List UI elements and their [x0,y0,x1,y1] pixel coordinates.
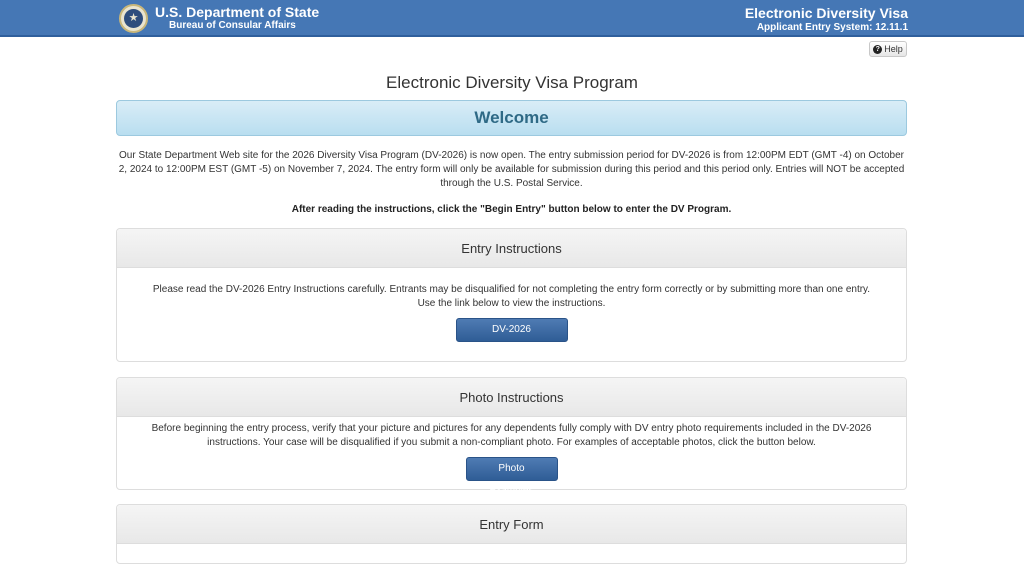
question-circle-icon: ? [873,45,882,54]
site-header [0,0,1024,37]
help-label: Help [884,44,903,54]
entry-instructions-link-note: Use the link below to view the instructions. [417,298,606,309]
department-branding [155,4,319,32]
department-title: U.S. Department of State [155,4,320,20]
page-title: Electronic Diversity Visa Program [386,73,638,92]
photo-instructions-text: Before beginning the entry process, verify that your picture and pictures for any dependents fully comply with DV entry photo requirements included in the DV-2026 instructions. Your case will be disqualified if you submit a non-compliant photo. For examples of acceptable photos, click the button below. [151,423,872,448]
help-button[interactable] [869,41,907,57]
intro-text: Our State Department Web site for the 2026 Diversity Visa Program (DV-2026) is now open. The entry submission period for DV-2026 is from 12:00PM EDT (GMT -4) on October 2, 2024 to 12:00PM EST (GMT -5) on November 7, 2024. The entry form will only be available for submission during this period and this period only. Entries will NOT be accepted through the U.S. Postal Service. [118,150,905,189]
entry-form-panel [116,504,907,564]
begin-entry-note: After reading the instructions, click the "Begin Entry" button below to enter the DV Program. [291,204,732,215]
entry-instructions-panel [116,228,907,362]
state-department-seal-icon: ★ [119,4,148,33]
photo-instructions-panel [116,377,907,496]
entry-instructions-heading: Entry Instructions [117,229,906,268]
system-version: Applicant Entry System: 12.11.1 [756,22,908,33]
system-title: Electronic Diversity Visa [744,5,908,21]
welcome-banner: Welcome [116,100,907,136]
system-branding [745,5,908,34]
entry-form-heading: Entry Form [117,505,906,544]
dv-instructions-button[interactable]: DV-2026 Instructions [456,318,568,342]
bureau-subtitle: Bureau of Consular Affairs [169,20,296,31]
photo-instructions-heading: Photo Instructions [117,378,906,417]
photo-examples-button[interactable]: Photo Examples [466,457,558,481]
entry-instructions-text: Please read the DV-2026 Entry Instructions carefully. Entrants may be disqualified for not completing the entry form correctly or by submitting more than one entry. [152,284,871,295]
